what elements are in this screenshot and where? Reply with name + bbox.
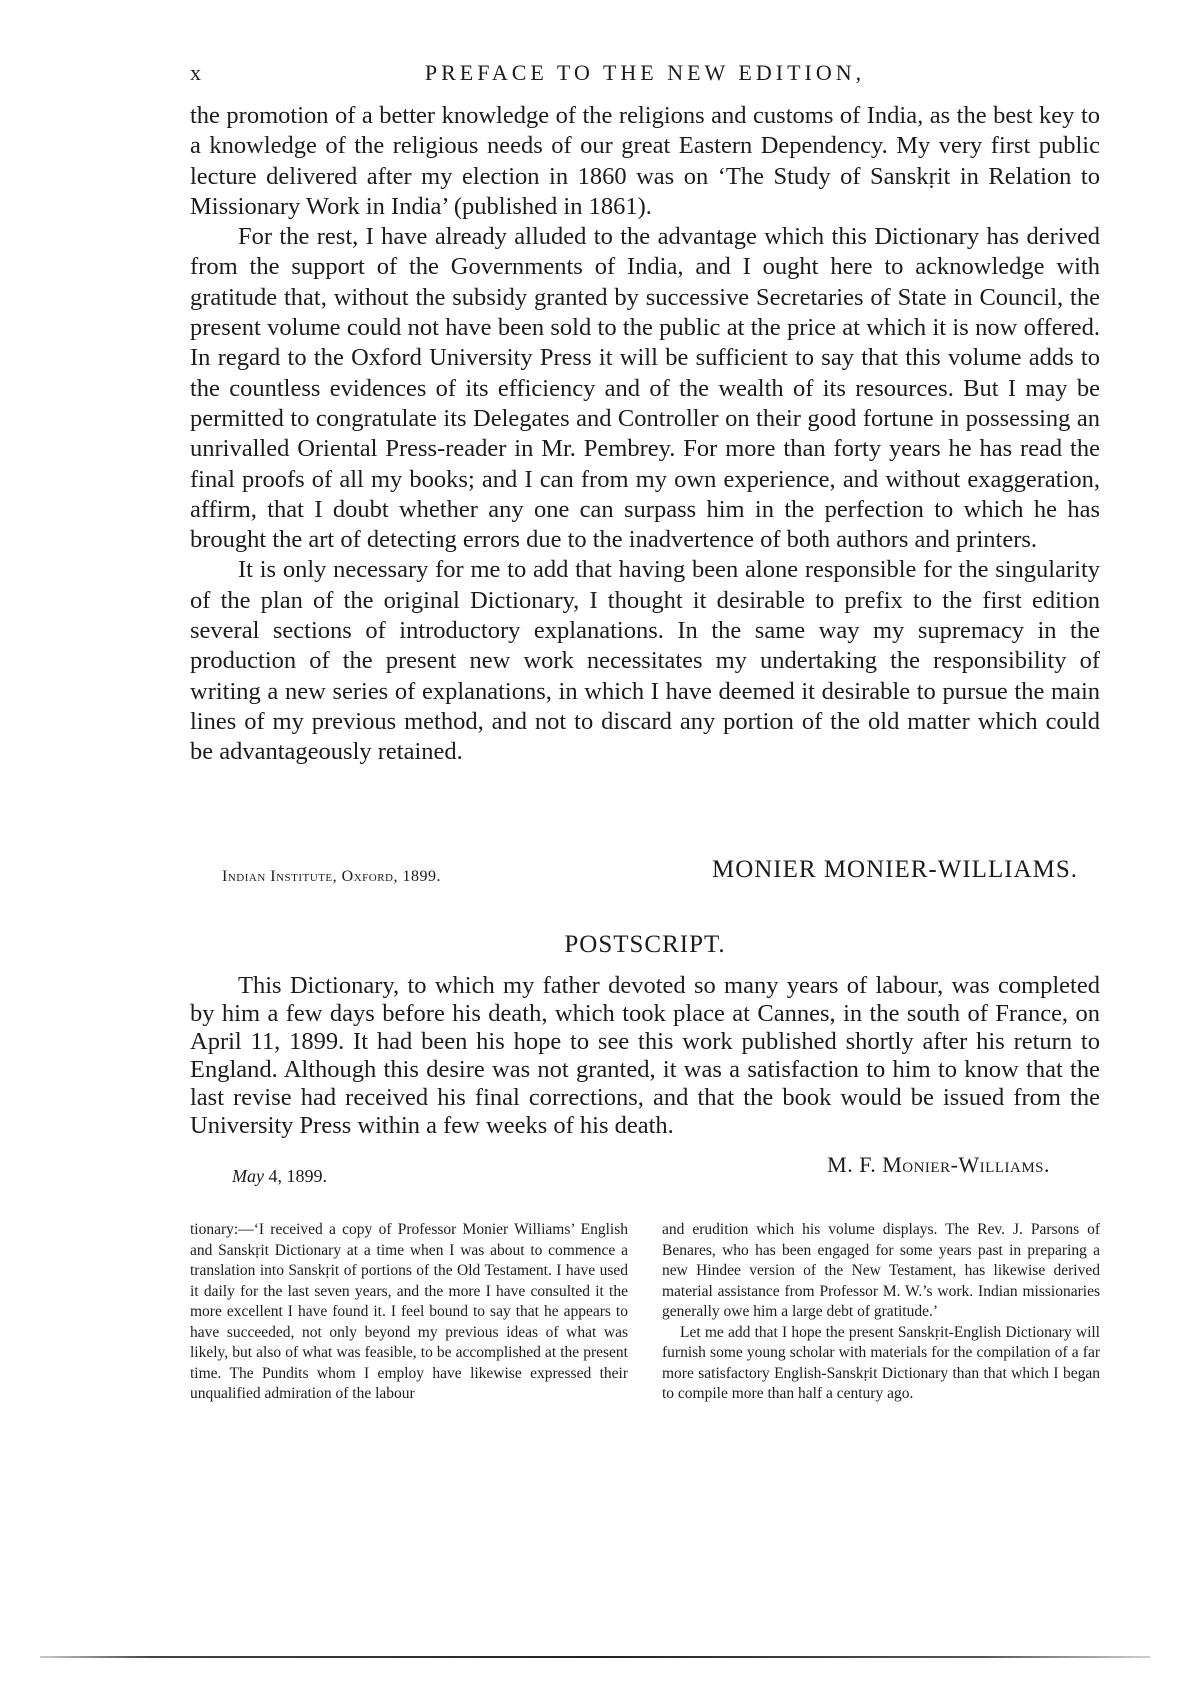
bottom-rule bbox=[40, 1656, 1150, 1658]
paragraph-3: It is only necessary for me to add that having been alone responsible for the singularity of the plan of the original Dictionary, I thought it desirable to prefix to the first edition several sections of introductory explanations. In the same way my supremacy in the production of the present new work necessitates my undertaking the responsibility of writing a new series of explanations, in which I have deemed it desirable to pursue the main lines of my previous method, and not to discard any portion of the old matter which could be advantageously retained. bbox=[190, 556, 1100, 766]
postscript-date-month: May bbox=[232, 1166, 264, 1186]
signature-block bbox=[222, 856, 1100, 896]
footnote-right-text-1: and erudition which his volume displays. The Rev. J. Parsons of Benares, who has been engaged for some years past in preparing a new Hindee version of the New Testament, has likewise derived material assistance from Professor M. W.’s work. Indian missionaries generally owe him a large debt of gratitude.’ bbox=[662, 1221, 1100, 1320]
footnote-right-column bbox=[662, 1220, 1100, 1405]
main-text bbox=[190, 101, 1100, 768]
postscript-title: POSTSCRIPT. bbox=[564, 931, 726, 958]
postscript-paragraph: This Dictionary, to which my father devoted so many years of labour, was completed by him a few days before his death, which took place at Cannes, in the south of France, on April 11, 1899. It had been his hope to see this work published shortly after his return to England. Although this desire was not granted, it was a satisfaction to him to know that the last revise had received his final corrections, and that the book would be issued from the University Press within a few weeks of his death. bbox=[190, 972, 1100, 1139]
paragraph-2: For the rest, I have already alluded to the advantage which this Dictionary has derived from the support of the Governments of India, and I ought here to acknowledge with gratitude that, without the subsidy granted by successive Secretaries of State in Council, the present volume could not have been sold to the public at the price at which it is now offered. In regard to the Oxford University Press it will be sufficient to say that this volume adds to the countless evidences of its efficiency and of the wealth of its resources. But I may be permitted to congratulate its Delegates and Controller on their good fortune in possessing an unrivalled Oriental Press-reader in Mr. Pembrey. For more than forty years he has read the final proofs of all my books; and I can from my own experience, and without exaggeration, affirm, that I doubt whether any one can surpass him in the perfection to which he has brought the art of detecting errors due to the inadvertence of both authors and printers. bbox=[190, 223, 1100, 554]
postscript-date bbox=[232, 1166, 327, 1187]
postscript-body bbox=[190, 972, 1100, 1140]
running-head: PREFACE TO THE NEW EDITION, bbox=[424, 60, 866, 85]
paragraph-1: the promotion of a better knowledge of the religions and customs of India, as the best key to a knowledge of the religious needs of our great Eastern Dependency. My very first public lecture delivered after my election in 1860 was on ‘The Study of Sanskṛit in Relation to Missionary Work in India’ (published in 1861). bbox=[190, 102, 1100, 220]
page-header bbox=[190, 60, 1100, 92]
postscript-date-rest: 4, 1899. bbox=[263, 1166, 327, 1186]
footnote-left-column bbox=[190, 1220, 628, 1405]
signature-name: MONIER MONIER-WILLIAMS. bbox=[711, 856, 1078, 883]
footnote-left-text: tionary:—‘I received a copy of Professor Monier Williams’ English and Sanskṛit Dictionary at a time when I was about to commence a translation into Sanskṛit of portions of the Old Testament. I have used it daily for the last seven years, and the more I have consulted it the more excellent I have found it. I feel bound to say that he appears to have succeeded, not only beyond my previous ideas of what was likely, but also of what was feasible, to be accomplished at the present time. The Pundits whom I employ have likewise expressed their unqualified admiration of the labour bbox=[190, 1221, 628, 1402]
footnote-right-text-2: Let me add that I hope the present Sanskṛit-English Dictionary will furnish some young scholar with materials for the compilation of a far more satisfactory English-Sanskṛit Dictionary than that which I began to compile more than half a century ago. bbox=[662, 1323, 1100, 1402]
signature-place-date: Indian Institute, Oxford, 1899. bbox=[222, 868, 441, 885]
page-number: x bbox=[190, 60, 202, 85]
postscript-signature: M. F. Monier-Williams. bbox=[827, 1152, 1050, 1177]
